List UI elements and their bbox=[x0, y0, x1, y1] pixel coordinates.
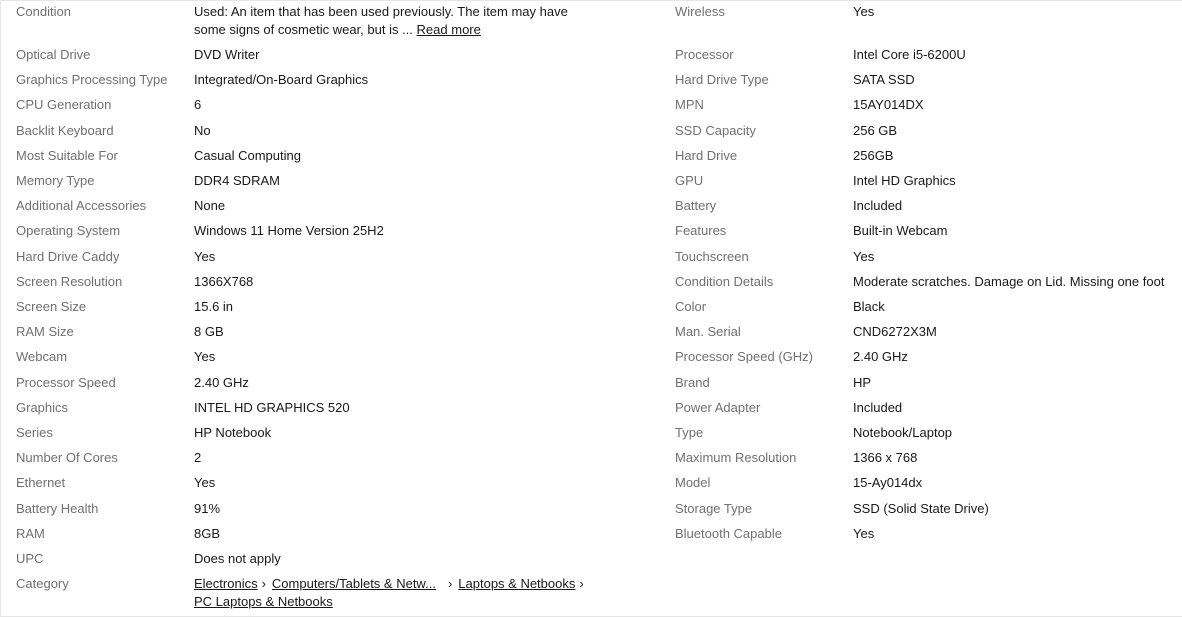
spec-label: CPU Generation bbox=[16, 97, 112, 112]
spec-row bbox=[16, 525, 656, 543]
spec-row bbox=[675, 500, 1182, 518]
spec-label: Processor bbox=[675, 47, 734, 62]
spec-row bbox=[16, 248, 656, 266]
spec-value: HP bbox=[853, 375, 872, 390]
spec-label: Optical Drive bbox=[16, 47, 91, 62]
spec-label: Category bbox=[16, 576, 69, 591]
read-more-link[interactable]: Read more bbox=[416, 22, 481, 37]
spec-label: Hard Drive Caddy bbox=[16, 249, 120, 264]
spec-label: Condition Details bbox=[675, 274, 774, 289]
spec-label: Memory Type bbox=[16, 173, 95, 188]
spec-row bbox=[16, 500, 656, 518]
spec-row bbox=[675, 374, 1182, 392]
spec-label: Type bbox=[675, 425, 704, 440]
spec-label: Backlit Keyboard bbox=[16, 123, 114, 138]
spec-value: Yes bbox=[194, 475, 216, 490]
spec-row bbox=[675, 46, 1182, 64]
spec-row bbox=[16, 122, 656, 140]
spec-label: Processor Speed (GHz) bbox=[675, 349, 813, 364]
spec-row bbox=[16, 550, 656, 568]
spec-label: Screen Resolution bbox=[16, 274, 123, 289]
spec-value: Yes bbox=[194, 349, 216, 364]
spec-value: Notebook/Laptop bbox=[853, 425, 953, 440]
spec-row bbox=[16, 197, 656, 215]
spec-value: Moderate scratches. Damage on Lid. Missing one foot bbox=[853, 274, 1165, 289]
spec-row bbox=[675, 273, 1182, 291]
spec-value: 8GB bbox=[194, 526, 221, 541]
spec-value: Yes bbox=[853, 4, 875, 19]
spec-row bbox=[675, 348, 1182, 366]
spec-value: 256 GB bbox=[853, 123, 898, 138]
spec-row bbox=[16, 273, 656, 291]
spec-value: None bbox=[194, 198, 226, 213]
spec-row bbox=[675, 172, 1182, 190]
spec-label: Battery bbox=[675, 198, 717, 213]
spec-value: 1366 x 768 bbox=[853, 450, 918, 465]
spec-row bbox=[16, 399, 656, 417]
spec-value: INTEL HD GRAPHICS 520 bbox=[194, 400, 350, 415]
spec-value: Does not apply bbox=[194, 551, 281, 566]
category-breadcrumb bbox=[194, 575, 634, 611]
spec-row bbox=[16, 474, 656, 492]
spec-label: Most Suitable For bbox=[16, 148, 118, 163]
spec-value bbox=[194, 3, 589, 39]
spec-label: Bluetooth Capable bbox=[675, 526, 782, 541]
spec-value: 2.40 GHz bbox=[194, 375, 249, 390]
spec-value: Yes bbox=[853, 526, 875, 541]
spec-label: Webcam bbox=[16, 349, 68, 364]
spec-value: Intel Core i5-6200U bbox=[853, 47, 966, 62]
spec-value: HP Notebook bbox=[194, 425, 272, 440]
spec-label: Brand bbox=[675, 375, 710, 390]
spec-label: Man. Serial bbox=[675, 324, 741, 339]
spec-value: SATA SSD bbox=[853, 72, 915, 87]
spec-value: Included bbox=[853, 400, 903, 415]
spec-value: Included bbox=[853, 198, 903, 213]
spec-row bbox=[16, 348, 656, 366]
spec-label: UPC bbox=[16, 551, 44, 566]
spec-row bbox=[675, 222, 1182, 240]
spec-row bbox=[675, 71, 1182, 89]
spec-label: Power Adapter bbox=[675, 400, 761, 415]
spec-row bbox=[16, 323, 656, 341]
spec-row-category bbox=[16, 575, 656, 611]
spec-row bbox=[675, 298, 1182, 316]
spec-row bbox=[675, 474, 1182, 492]
breadcrumb-link-electronics[interactable]: Electronics bbox=[194, 576, 258, 591]
spec-row bbox=[16, 222, 656, 240]
spec-value: Yes bbox=[194, 249, 216, 264]
spec-row bbox=[16, 46, 656, 64]
spec-label: Processor Speed bbox=[16, 375, 116, 390]
spec-label: GPU bbox=[675, 173, 704, 188]
spec-label: Model bbox=[675, 475, 711, 490]
spec-value: 1366X768 bbox=[194, 274, 254, 289]
breadcrumb-link-computers-tablets[interactable]: Computers/Tablets & Netw... bbox=[271, 576, 436, 591]
spec-label: Storage Type bbox=[675, 501, 753, 516]
spec-label: Number Of Cores bbox=[16, 450, 118, 465]
spec-value: Yes bbox=[853, 249, 875, 264]
spec-label: Additional Accessories bbox=[16, 198, 147, 213]
spec-value: CND6272X3M bbox=[853, 324, 937, 339]
spec-row bbox=[16, 147, 656, 165]
spec-label: Maximum Resolution bbox=[675, 450, 797, 465]
spec-row bbox=[675, 525, 1182, 543]
spec-label: RAM Size bbox=[16, 324, 74, 339]
spec-value: Casual Computing bbox=[194, 148, 301, 163]
spec-label: Hard Drive Type bbox=[675, 72, 769, 87]
spec-label: Condition bbox=[16, 4, 71, 19]
spec-label: RAM bbox=[16, 526, 45, 541]
breadcrumb-link-laptops-netbooks[interactable]: Laptops & Netbooks bbox=[458, 576, 576, 591]
spec-row bbox=[16, 374, 656, 392]
spec-row bbox=[16, 71, 656, 89]
spec-value: No bbox=[194, 123, 211, 138]
spec-value: Integrated/On-Board Graphics bbox=[194, 72, 369, 87]
spec-value: 8 GB bbox=[194, 324, 224, 339]
spec-label: Graphics bbox=[16, 400, 69, 415]
spec-row bbox=[16, 424, 656, 442]
spec-label: Operating System bbox=[16, 223, 121, 238]
spec-row bbox=[675, 323, 1182, 341]
spec-row bbox=[675, 197, 1182, 215]
spec-value: Built-in Webcam bbox=[853, 223, 948, 238]
spec-value: DVD Writer bbox=[194, 47, 260, 62]
spec-label: Ethernet bbox=[16, 475, 66, 490]
spec-row bbox=[16, 449, 656, 467]
spec-row-condition bbox=[16, 3, 656, 39]
breadcrumb-link-pc-laptops-netbooks[interactable]: PC Laptops & Netbooks bbox=[194, 594, 333, 609]
spec-label: Battery Health bbox=[16, 501, 99, 516]
spec-row bbox=[675, 399, 1182, 417]
spec-value: DDR4 SDRAM bbox=[194, 173, 280, 188]
spec-value: Black bbox=[853, 299, 885, 314]
spec-label: MPN bbox=[675, 97, 704, 112]
spec-value: 6 bbox=[194, 97, 202, 112]
breadcrumb-chevron-icon: › bbox=[447, 576, 453, 591]
spec-label: Hard Drive bbox=[675, 148, 738, 163]
spec-value: 256GB bbox=[853, 148, 894, 163]
spec-value: 15-Ay014dx bbox=[853, 475, 923, 490]
spec-row bbox=[675, 3, 1182, 21]
breadcrumb-chevron-icon: › bbox=[261, 576, 266, 591]
spec-value: 2.40 GHz bbox=[853, 349, 908, 364]
breadcrumb-chevron-icon: › bbox=[579, 576, 584, 591]
spec-label: Color bbox=[675, 299, 707, 314]
spec-label: Series bbox=[16, 425, 53, 440]
spec-label: Touchscreen bbox=[675, 249, 749, 264]
spec-row bbox=[16, 96, 656, 114]
spec-row bbox=[675, 449, 1182, 467]
spec-row bbox=[675, 424, 1182, 442]
spec-value: 15.6 in bbox=[194, 299, 234, 314]
spec-value: SSD (Solid State Drive) bbox=[853, 501, 989, 516]
spec-label: SSD Capacity bbox=[675, 123, 756, 138]
spec-value: Intel HD Graphics bbox=[853, 173, 956, 188]
spec-row bbox=[675, 147, 1182, 165]
spec-value: 2 bbox=[194, 450, 202, 465]
condition-text: Used: An item that has been used previously. The item may have some signs of cosmetic wear, but is ... bbox=[194, 4, 568, 37]
spec-label: Features bbox=[675, 223, 727, 238]
spec-label: Wireless bbox=[675, 4, 725, 19]
spec-label: Graphics Processing Type bbox=[16, 72, 168, 87]
spec-value: 91% bbox=[194, 501, 221, 516]
spec-value: 15AY014DX bbox=[853, 97, 924, 112]
spec-value: Windows 11 Home Version 25H2 bbox=[194, 223, 384, 238]
spec-row bbox=[16, 298, 656, 316]
spec-row bbox=[675, 96, 1182, 114]
spec-label: Screen Size bbox=[16, 299, 87, 314]
spec-row bbox=[675, 248, 1182, 266]
spec-row bbox=[675, 122, 1182, 140]
spec-row bbox=[16, 172, 656, 190]
